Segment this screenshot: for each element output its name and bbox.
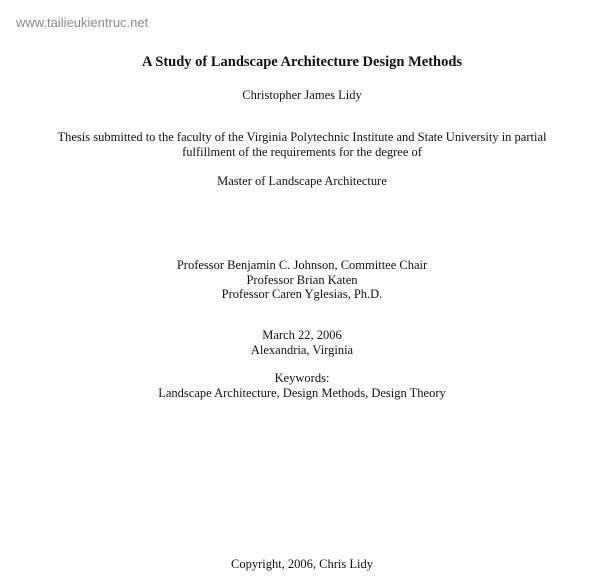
- document-title: A Study of Landscape Architecture Design Methods: [141, 54, 463, 70]
- degree-name: Master of Landscape Architecture: [217, 174, 387, 188]
- submission-location: Alexandria, Virginia: [250, 343, 354, 357]
- copyright-notice: Copyright, 2006, Chris Lidy: [230, 557, 374, 571]
- submission-statement-line-1: Thesis submitted to the faculty of the Virginia Polytechnic Institute and State University in partial: [57, 130, 547, 144]
- watermark: www.tailieukientruc.net: [16, 15, 149, 30]
- keywords-list: Landscape Architecture, Design Methods, Design Theory: [158, 386, 446, 400]
- submission-statement-line-2: fulfillment of the requirements for the degree of: [182, 145, 422, 159]
- author-name: Christopher James Lidy: [242, 88, 362, 102]
- committee-member: Professor Brian Katen: [246, 273, 358, 287]
- committee-member: Professor Caren Yglesias, Ph.D.: [221, 287, 383, 301]
- committee-member-chair: Professor Benjamin C. Johnson, Committee Chair: [176, 258, 428, 272]
- submission-date: March 22, 2006: [262, 328, 342, 342]
- keywords-label: Keywords:: [274, 371, 330, 385]
